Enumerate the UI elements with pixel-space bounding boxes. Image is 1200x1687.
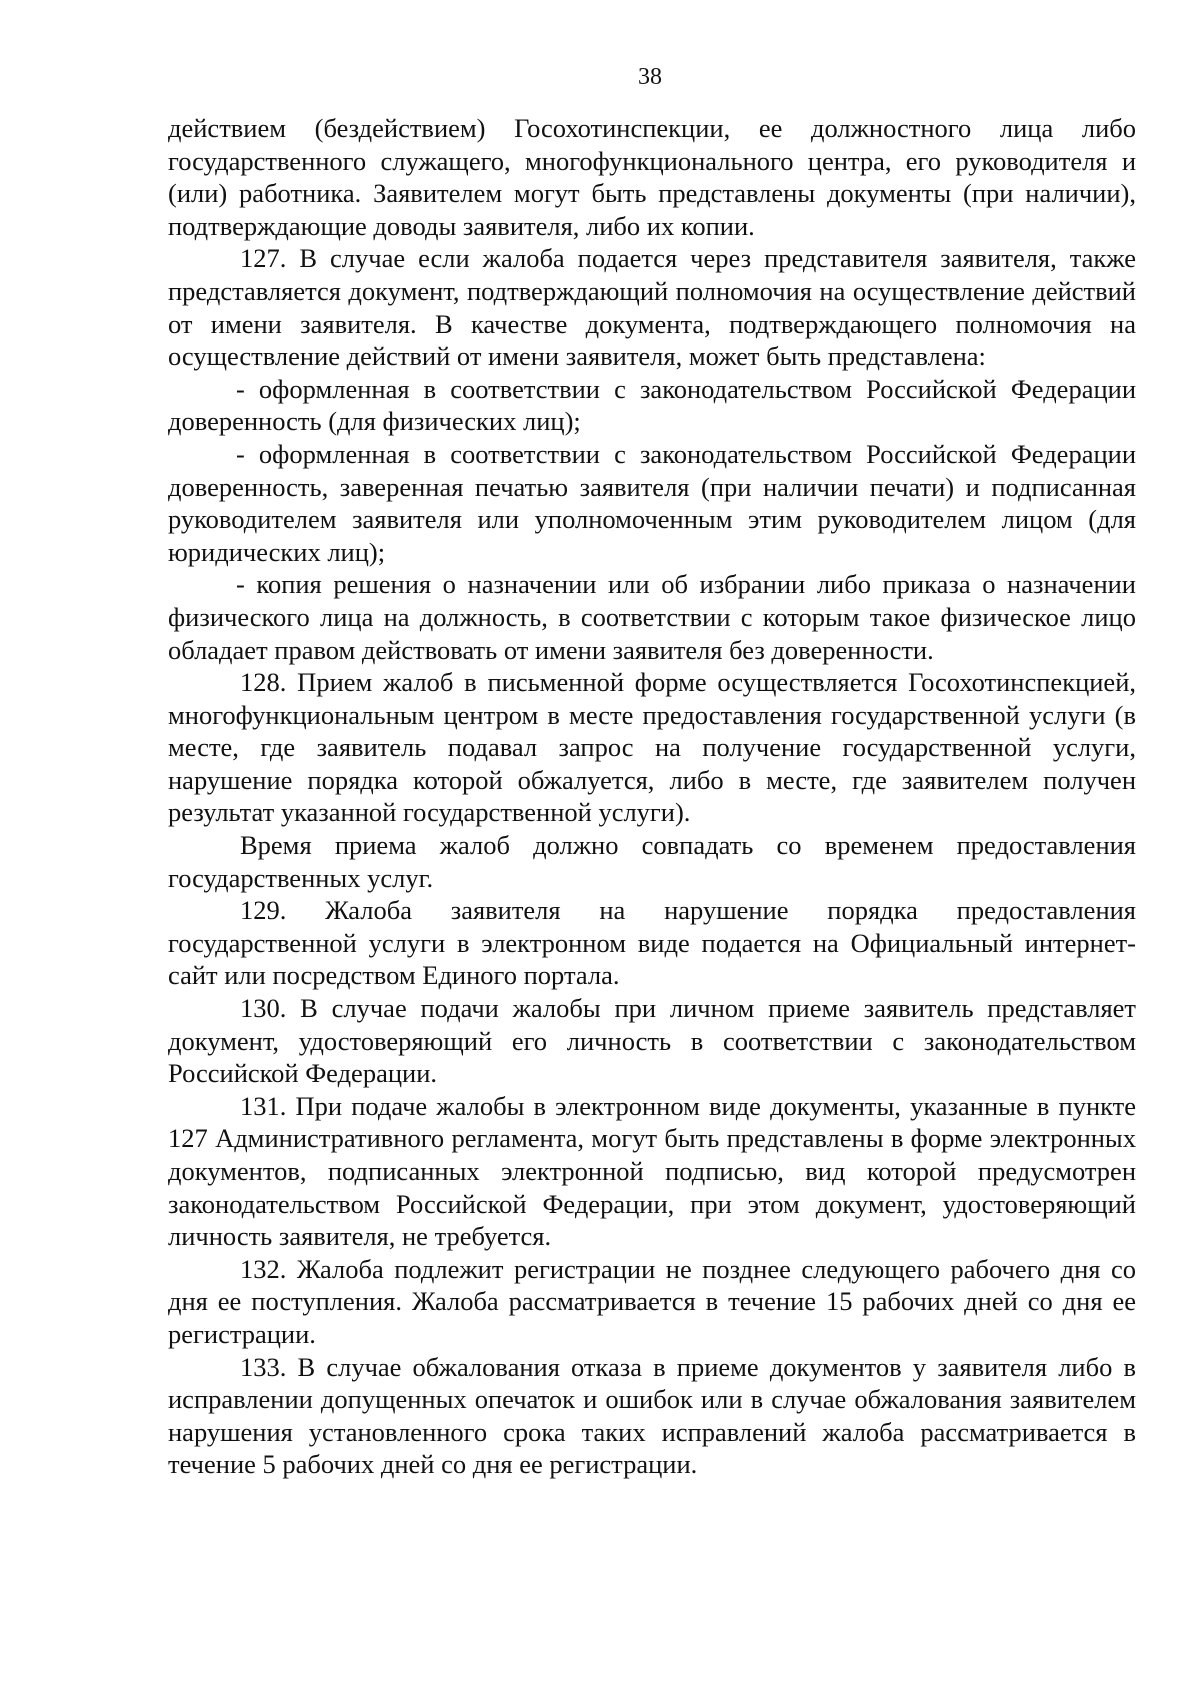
list-item-power-of-attorney-individuals: - оформленная в соответствии с законодательством Российской Федерации доверенность (для физических лиц); xyxy=(168,373,1136,437)
paragraph-133: 133. В случае обжалования отказа в приеме документов у заявителя либо в исправлении допущенных опечаток и ошибок или в случае обжалования заявителем нарушения установленного срока таких исправлений жалоба рассматривается в течение 5 рабочих дней со дня ее регистрации. xyxy=(168,1351,1136,1480)
paragraph-127: 127. В случае если жалоба подается через представителя заявителя, также представляется документ, подтверждающий полномочия на осуществление действий от имени заявителя. В качестве документа, подтверждающего полномочия на осуществление действий от имени заявителя, может быть представлена: xyxy=(168,243,1136,372)
document-body xyxy=(168,112,1136,1481)
paragraph-128: 128. Прием жалоб в письменной форме осуществляется Госохотинспекцией, многофункциональным центром в месте предоставления государственной услуги (в месте, где заявитель подавал запрос на получение государственной услуги, нарушение порядка которой обжалуется, либо в месте, где заявителем получен результат указанной государственной услуги). xyxy=(168,667,1136,828)
list-item-power-of-attorney-legal-entities: - оформленная в соответствии с законодательством Российской Федерации доверенность, заверенная печатью заявителя (при наличии печати) и подписанная руководителем заявителя или уполномоченным этим руководителем лицом (для юридических лиц); xyxy=(168,438,1136,567)
paragraph-131: 131. При подаче жалобы в электронном виде документы, указанные в пункте 127 Административного регламента, могут быть представлены в форме электронных документов, подписанных электронной подписью, вид которой предусмотрен законодательством Российской Федерации, при этом документ, удостоверяющий личность заявителя, не требуется. xyxy=(168,1090,1136,1252)
paragraph-129: 129. Жалоба заявителя на нарушение порядка предоставления государственной услуги в электронном виде подается на Официальный интернет-сайт или посредством Единого портала. xyxy=(168,895,1136,991)
paragraph-130: 130. В случае подачи жалобы при личном приеме заявитель представляет документ, удостоверяющий его личность в соответствии с законодательством Российской Федерации. xyxy=(168,993,1136,1089)
page-number: 38 xyxy=(638,64,662,90)
paragraph-continuation: действием (бездействием) Госохотинспекции, ее должностного лица либо государственного служащего, многофункционального центра, его руководителя и (или) работника. Заявителем могут быть представлены документы (при наличии), подтверждающие доводы заявителя, либо их копии. xyxy=(168,113,1136,241)
paragraph-reception-time: Время приема жалоб должно совпадать со временем предоставления государственных услуг. xyxy=(168,830,1136,893)
list-item-appointment-decision-copy: - копия решения о назначении или об избрании либо приказа о назначении физического лица на должность, в соответствии с которым такое физическое лицо обладает правом действовать от имени заявителя без доверенности. xyxy=(168,569,1136,665)
paragraph-132: 132. Жалоба подлежит регистрации не позднее следующего рабочего дня со дня ее поступления. Жалоба рассматривается в течение 15 рабочих дней со дня ее регистрации. xyxy=(168,1253,1136,1349)
